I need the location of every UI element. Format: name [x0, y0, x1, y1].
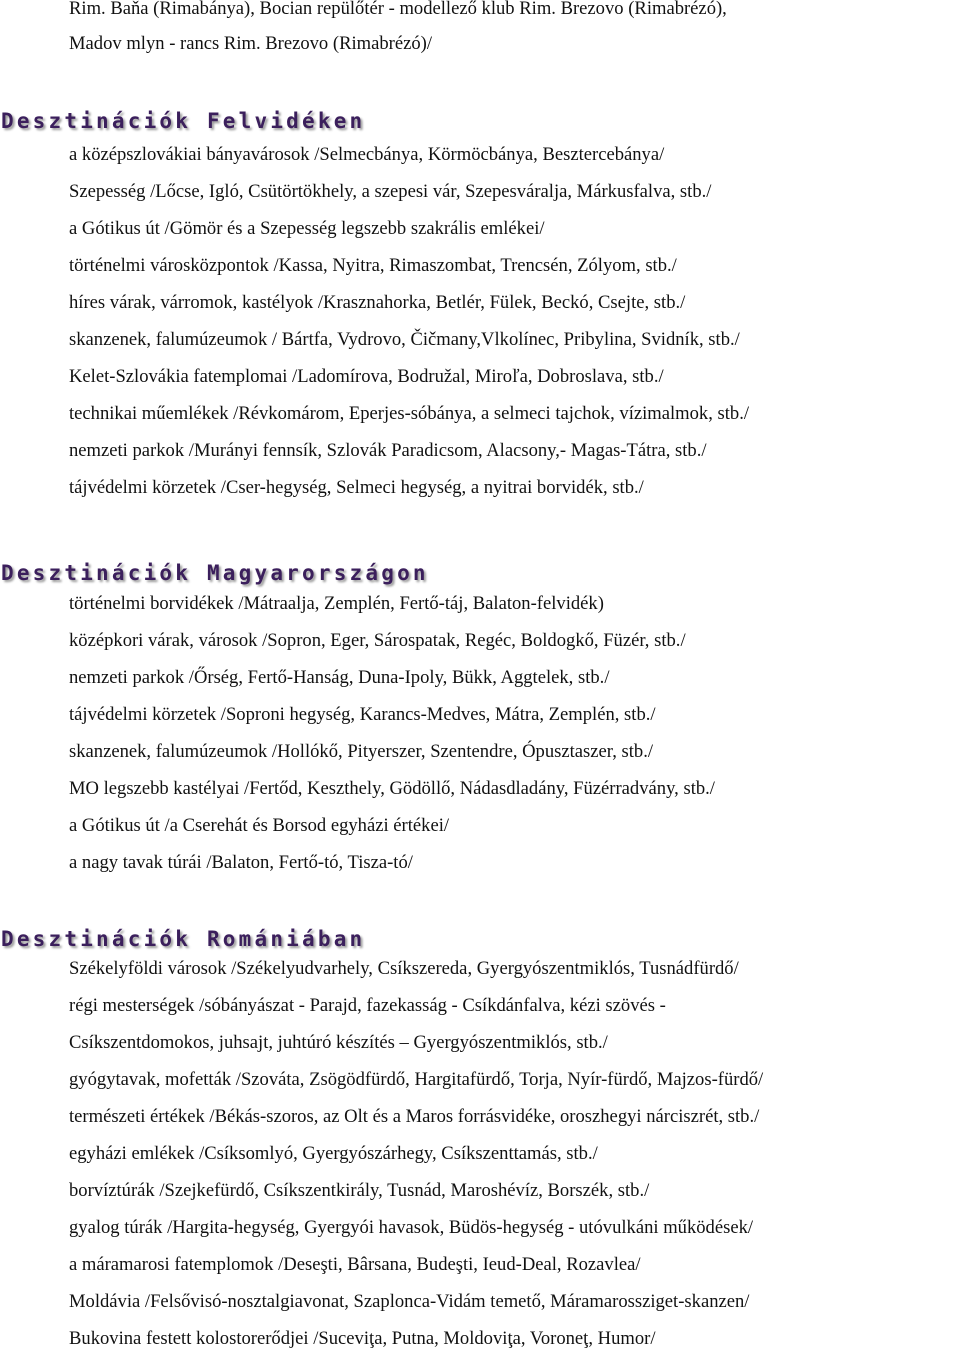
list-item: Szepesség /Lőcse, Igló, Csütörtökhely, a szepesi vár, Szepesváralja, Márkusfalva, stb./ [69, 181, 712, 202]
list-item: skanzenek, falumúzeumok / Bártfa, Vydrovo, Čičmany,Vlkolínec, Pribylina, Svidník, stb./ [69, 329, 740, 350]
list-item: tájvédelmi körzetek /Cser-hegység, Selmeci hegység, a nyitrai borvidék, stb./ [69, 477, 644, 498]
list-item: egyházi emlékek /Csíksomlyó, Gyergyószárhegy, Csíkszenttamás, stb./ [69, 1143, 598, 1164]
intro-line: Madov mlyn - rancs Rim. Brezovo (Rimabrézó)/ [69, 33, 433, 54]
list-item: a középszlovákiai bányavárosok /Selmecbánya, Körmöcbánya, Besztercebánya/ [69, 144, 665, 165]
section-heading-magyarorszagon: Desztinációk Magyarországon [1, 561, 429, 585]
list-item: nemzeti parkok /Murányi fennsík, Szlovák Paradicsom, Alacsony,- Magas-Tátra, stb./ [69, 440, 707, 461]
list-item: a nagy tavak túrái /Balaton, Fertő-tó, Tisza-tó/ [69, 852, 413, 873]
list-item: tájvédelmi körzetek /Soproni hegység, Karancs-Medves, Mátra, Zemplén, stb./ [69, 704, 656, 725]
list-item: középkori várak, városok /Sopron, Eger, Sárospatak, Regéc, Boldogkő, Füzér, stb./ [69, 630, 686, 651]
list-item: gyalog túrák /Hargita-hegység, Gyergyói havasok, Büdös-hegység - utóvulkáni működések/ [69, 1217, 754, 1238]
list-item: gyógytavak, mofetták /Szováta, Zsögödfürdő, Hargitafürdő, Torja, Nyír-fürdő, Majzos-fürdő/ [69, 1069, 764, 1090]
list-item: nemzeti parkok /Őrség, Fertő-Hanság, Duna-Ipoly, Bükk, Aggtelek, stb./ [69, 667, 610, 688]
list-item: Csíkszentdomokos, juhsajt, juhtúró készítés – Gyergyószentmiklós, stb./ [69, 1032, 608, 1053]
list-item: a Gótikus út /Gömör és a Szepesség legszebb szakrális emlékei/ [69, 218, 545, 239]
list-item: skanzenek, falumúzeumok /Hollókő, Pityerszer, Szentendre, Ópusztaszer, stb./ [69, 741, 654, 762]
list-item: történelmi városközpontok /Kassa, Nyitra, Rimaszombat, Trencsén, Zólyom, stb./ [69, 255, 677, 276]
list-item: régi mesterségek /sóbányászat - Parajd, fazekasság - Csíkdánfalva, kézi szövés - [69, 995, 666, 1016]
list-item: Bukovina festett kolostorerődjei /Suceviţa, Putna, Moldoviţa, Voroneţ, Humor/ [69, 1328, 656, 1349]
list-item: borvíztúrák /Szejkefürdő, Csíkszentkirály, Tusnád, Maroshévíz, Borszék, stb./ [69, 1180, 650, 1201]
intro-line: Rim. Baňa (Rimabánya), Bocian repülőtér - modellező klub Rim. Brezovo (Rimabrézó), [69, 0, 727, 19]
list-item: a máramarosi fatemplomok /Deseşti, Bârsana, Budeşti, Ieud-Deal, Rozavlea/ [69, 1254, 641, 1275]
list-item: Moldávia /Felsővisó-nosztalgiavonat, Szaplonca-Vidám temető, Máramarossziget-skanzen/ [69, 1291, 750, 1312]
list-item: híres várak, várromok, kastélyok /Krasznahorka, Betlér, Fülek, Beckó, Csejte, stb./ [69, 292, 686, 313]
list-item: MO legszebb kastélyai /Fertőd, Keszthely, Gödöllő, Nádasdladány, Füzérradvány, stb./ [69, 778, 715, 799]
list-item: történelmi borvidékek /Mátraalja, Zemplén, Fertő-táj, Balaton-felvidék) [69, 593, 604, 614]
list-item: természeti értékek /Békás-szoros, az Olt és a Maros forrásvidéke, oroszhegyi nárciszrét, stb./ [69, 1106, 760, 1127]
list-item: a Gótikus út /a Cserehát és Borsod egyházi értékei/ [69, 815, 450, 836]
list-item: Székelyföldi városok /Székelyudvarhely, Csíkszereda, Gyergyószentmiklós, Tusnádfürdő/ [69, 958, 739, 979]
section-heading-felvideken: Desztinációk Felvidéken [1, 109, 366, 133]
list-item: technikai műemlékek /Révkomárom, Eperjes-sóbánya, a selmeci tajchok, vízimalmok, stb./ [69, 403, 750, 424]
section-heading-romaniaban: Desztinációk Romániában [1, 927, 366, 951]
list-item: Kelet-Szlovákia fatemplomai /Ladomírova, Bodružal, Miroľa, Dobroslava, stb./ [69, 366, 664, 387]
